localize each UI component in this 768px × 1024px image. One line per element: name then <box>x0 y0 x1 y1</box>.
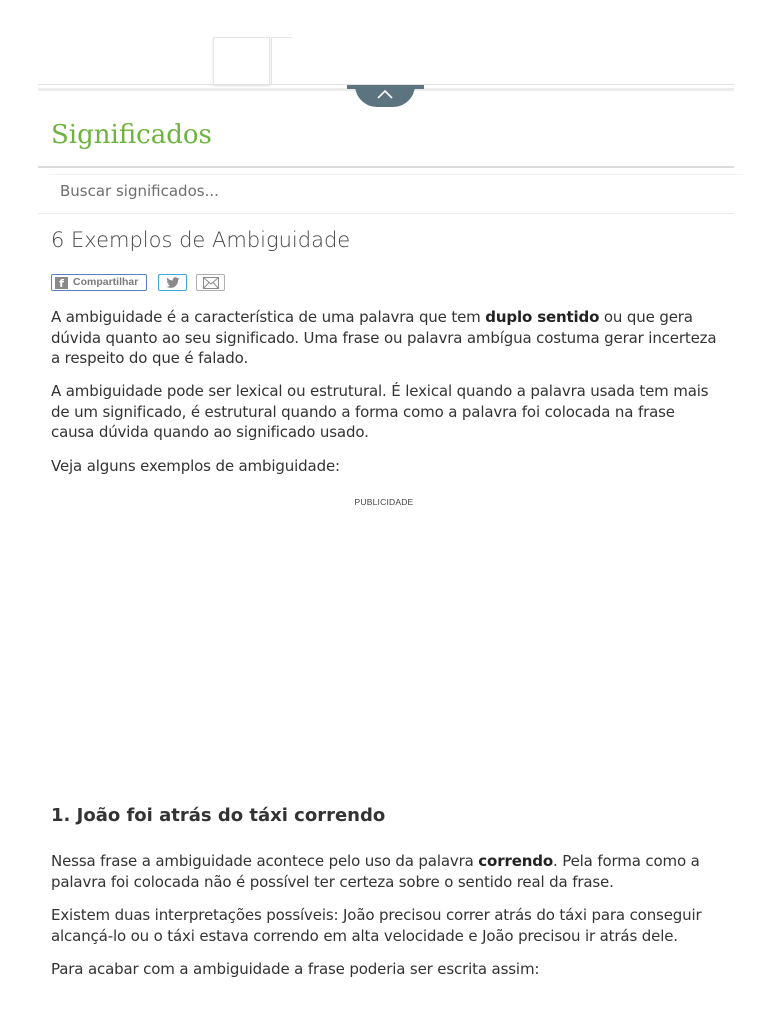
intro-paragraph <box>51 307 721 369</box>
examples-intro: Veja alguns exemplos de ambiguidade: <box>51 457 340 475</box>
ad-label: PUBLICIDADE <box>354 497 414 507</box>
facebook-icon: f <box>55 277 68 289</box>
facebook-share-label: Compartilhar <box>73 276 139 288</box>
intro-bold-term: duplo sentido <box>485 308 600 326</box>
section1-paragraph-1 <box>51 851 721 892</box>
search-bar <box>38 172 734 214</box>
section-heading-1: 1. João foi atrás do táxi correndo <box>51 805 386 826</box>
page-title: 6 Exemplos de Ambiguidade <box>51 228 351 252</box>
top-ad-placeholder-2 <box>271 37 292 85</box>
ad-slot <box>51 510 717 780</box>
section1-text-before: Nessa frase a ambiguidade acontece pelo uso da palavra <box>51 852 479 870</box>
facebook-share-button[interactable] <box>51 274 147 291</box>
section1-paragraph-3: Para acabar com a ambiguidade a frase poderia ser escrita assim: <box>51 960 540 978</box>
intro-text-after: ou que gera dúvida quanto ao seu significado. Uma frase ou palavra ambígua costuma gerar incerteza a respeito do que é falado. <box>51 308 717 367</box>
email-share-button[interactable] <box>196 274 225 291</box>
section1-paragraph-2: Existem duas interpretações possíveis: João precisou correr atrás do táxi para conseguir alcançá-lo ou o táxi estava correndo em alta velocidade e João precisou ir atrás dele. <box>51 906 702 945</box>
types-paragraph: A ambiguidade pode ser lexical ou estrutural. É lexical quando a palavra usada tem mais de um significado, é estrutural quando a forma como a palavra foi colocada na frase causa dúvida quando ao significado usado. <box>51 382 709 441</box>
mail-icon <box>203 277 219 289</box>
search-input[interactable] <box>50 174 742 208</box>
section1-text-after: . Pela forma como a palavra foi colocada não é possível ter certeza sobre o sentido real da frase. <box>51 852 700 891</box>
twitter-share-button[interactable] <box>158 274 187 291</box>
section1-bold-term: correndo <box>478 852 553 870</box>
top-ad-placeholder <box>213 37 270 85</box>
chevron-up-icon <box>376 88 394 100</box>
site-logo[interactable]: Significados <box>51 120 212 150</box>
intro-text-before: A ambiguidade é a característica de uma palavra que tem <box>51 308 486 326</box>
twitter-icon <box>166 277 180 289</box>
